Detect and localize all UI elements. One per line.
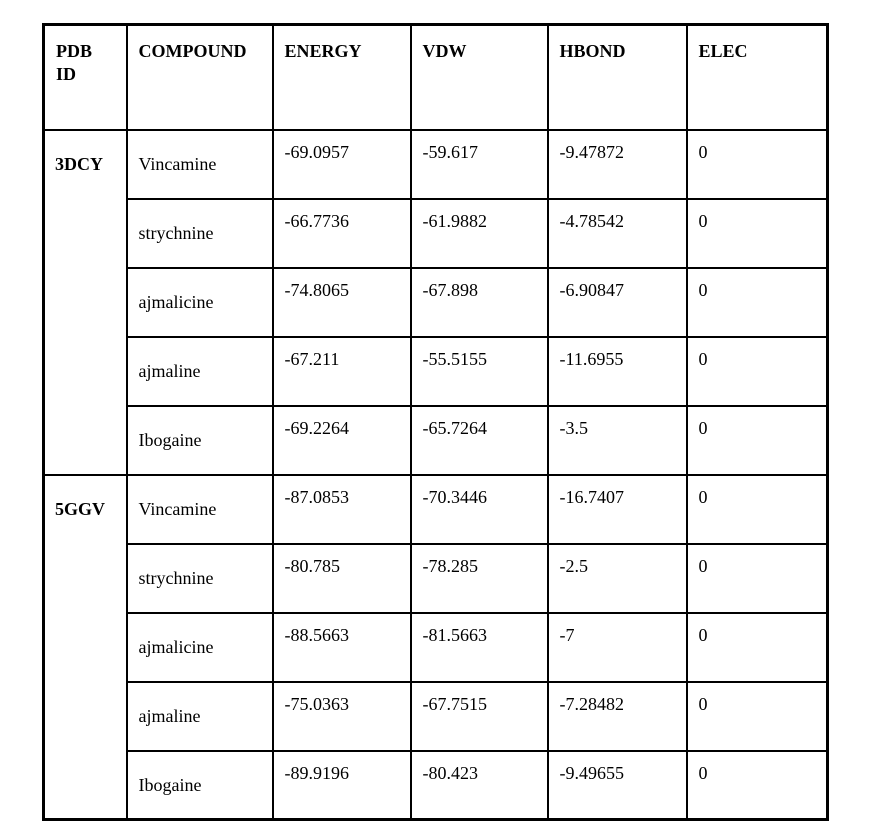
elec-cell: 0 <box>687 751 828 820</box>
compound-cell: Ibogaine <box>127 406 273 475</box>
compound-cell: ajmalicine <box>127 268 273 337</box>
compound-cell: Vincamine <box>127 475 273 544</box>
compound-cell: strychnine <box>127 199 273 268</box>
table-row <box>44 682 828 751</box>
elec-cell: 0 <box>687 613 828 682</box>
energy-cell: -66.7736 <box>273 199 411 268</box>
compound-cell: ajmaline <box>127 682 273 751</box>
vdw-cell: -65.7264 <box>411 406 548 475</box>
energy-cell: -74.8065 <box>273 268 411 337</box>
hbond-cell: -4.78542 <box>548 199 687 268</box>
hbond-cell: -6.90847 <box>548 268 687 337</box>
vdw-cell: -55.5155 <box>411 337 548 406</box>
vdw-cell: -78.285 <box>411 544 548 613</box>
vdw-cell: -67.898 <box>411 268 548 337</box>
elec-cell: 0 <box>687 337 828 406</box>
header-elec: ELEC <box>687 25 828 130</box>
energy-cell: -80.785 <box>273 544 411 613</box>
table-row <box>44 406 828 475</box>
header-row <box>44 25 828 130</box>
energy-cell: -87.0853 <box>273 475 411 544</box>
table-row <box>44 751 828 820</box>
energy-cell: -69.0957 <box>273 130 411 199</box>
table-row <box>44 268 828 337</box>
hbond-cell: -11.6955 <box>548 337 687 406</box>
table-row <box>44 613 828 682</box>
compound-cell: ajmalicine <box>127 613 273 682</box>
compound-cell: Ibogaine <box>127 751 273 820</box>
header-hbond: HBOND <box>548 25 687 130</box>
table-row <box>44 475 828 544</box>
header-vdw: VDW <box>411 25 548 130</box>
hbond-cell: -16.7407 <box>548 475 687 544</box>
vdw-cell: -81.5663 <box>411 613 548 682</box>
table-row <box>44 544 828 613</box>
elec-cell: 0 <box>687 475 828 544</box>
hbond-cell: -7.28482 <box>548 682 687 751</box>
compound-cell: strychnine <box>127 544 273 613</box>
energy-cell: -89.9196 <box>273 751 411 820</box>
elec-cell: 0 <box>687 406 828 475</box>
compound-cell: Vincamine <box>127 130 273 199</box>
hbond-cell: -7 <box>548 613 687 682</box>
elec-cell: 0 <box>687 682 828 751</box>
header-energy: ENERGY <box>273 25 411 130</box>
table-row <box>44 337 828 406</box>
pdb-id-cell: 5GGV <box>44 475 127 820</box>
energy-cell: -88.5663 <box>273 613 411 682</box>
energy-cell: -69.2264 <box>273 406 411 475</box>
header-compound: COMPOUND <box>127 25 273 130</box>
hbond-cell: -9.49655 <box>548 751 687 820</box>
energy-cell: -75.0363 <box>273 682 411 751</box>
vdw-cell: -80.423 <box>411 751 548 820</box>
docking-results-table <box>42 23 829 821</box>
pdb-id-cell: 3DCY <box>44 130 127 475</box>
vdw-cell: -67.7515 <box>411 682 548 751</box>
elec-cell: 0 <box>687 130 828 199</box>
vdw-cell: -70.3446 <box>411 475 548 544</box>
compound-cell: ajmaline <box>127 337 273 406</box>
vdw-cell: -61.9882 <box>411 199 548 268</box>
hbond-cell: -3.5 <box>548 406 687 475</box>
hbond-cell: -9.47872 <box>548 130 687 199</box>
table-row <box>44 130 828 199</box>
hbond-cell: -2.5 <box>548 544 687 613</box>
elec-cell: 0 <box>687 544 828 613</box>
energy-cell: -67.211 <box>273 337 411 406</box>
elec-cell: 0 <box>687 199 828 268</box>
vdw-cell: -59.617 <box>411 130 548 199</box>
elec-cell: 0 <box>687 268 828 337</box>
table-row <box>44 199 828 268</box>
header-pdb-id: PDB ID <box>44 25 127 130</box>
